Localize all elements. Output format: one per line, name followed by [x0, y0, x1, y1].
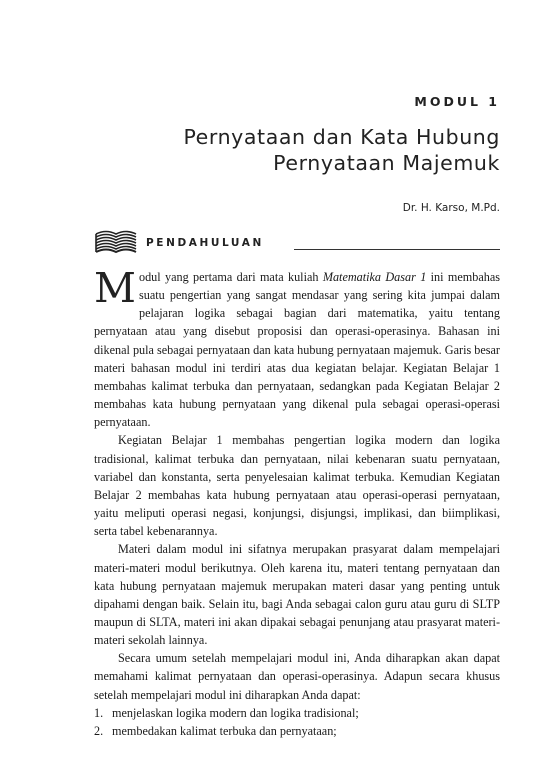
list-number: 2. [94, 723, 104, 738]
list-text: membedakan kalimat terbuka dan pernyataan; [112, 723, 337, 738]
title-line-2: Pernyataan Majemuk [273, 151, 500, 175]
page-title [80, 124, 500, 176]
paragraph-2: Kegiatan Belajar 1 membahas pengertian logika modern dan logika tradisional, kalimat terbuka dan pernyataan, nilai kebenaran suatu pernyataan, variabel dan konstanta, serta penyelesaian kalimat terbuka. Kemudian Kegiatan Belajar 2 membahas kata hubung pernyataan atau operasi-operasi pernyataan, yaitu meliputi operasi negasi, konjungsi, disjungsi, implikasi, dan biimplikasi, serta tabel kebenarannya. [94, 433, 500, 539]
paragraph-1-text-b: ini membahas suatu pengertian yang sangat mendasar yang sering kita jumpai dalam pelajaran logika sebagai bagian dari matematika, yaitu tentang pernyataan atau yang disebut proposisi dan operasi-operasinya. Bahasan ini dikenal pula sebagai pernyataan dan kata hubung pernyataan majemuk. Garis besar materi bahasan modul ini terdiri atas dua kegiatan belajar. Kegiatan Belajar 1 membahas kalimat terbuka dan pernyataan, sedangkan pada Kegiatan Belajar 2 membahas kata hubung pernyataan yang dikenal pula sebagai operasi-operasi pernyataan. [94, 270, 501, 430]
objectives-list [94, 704, 500, 740]
section-divider [294, 249, 500, 250]
paragraph-1 [94, 264, 501, 431]
drop-cap: M [94, 264, 136, 312]
author-name: Dr. H. Karso, M.Pd. [402, 202, 500, 214]
book-icon [94, 228, 138, 256]
paragraph-1-text-a: odul yang pertama dari mata kuliah [138, 270, 323, 284]
list-item [94, 722, 500, 740]
section-heading [94, 228, 500, 256]
module-label: MODUL 1 [414, 94, 500, 109]
list-item [94, 704, 500, 722]
intro-body [94, 264, 501, 740]
paragraph-4: Secara umum setelah mempelajari modul ini, Anda diharapkan akan dapat memahami kalimat pernyataan dan operasi-operasinya. Adapun secara khusus setelah mempelajari modul ini diharapkan Anda dapat: [94, 651, 500, 702]
list-text: menjelaskan logika modern dan logika tradisional; [112, 705, 359, 720]
section-title: PENDAHULUAN [146, 237, 264, 249]
course-name: Matematika Dasar 1 [322, 270, 427, 284]
title-line-1: Pernyataan dan Kata Hubung [183, 125, 500, 149]
list-number: 1. [94, 705, 104, 720]
paragraph-3: Materi dalam modul ini sifatnya merupakan prasyarat dalam mempelajari materi-materi modul berikutnya. Oleh karena itu, materi tentang pernyataan dan kata hubung pernyataan majemuk merupakan materi dasar yang penting untuk dipahami dengan baik. Selain itu, bagi Anda sebagai calon guru atau guru di SLTP maupun di SLTA, materi ini akan dipakai sebagai penunjang atau prasyarat materi-materi sekolah lainnya. [94, 542, 500, 648]
